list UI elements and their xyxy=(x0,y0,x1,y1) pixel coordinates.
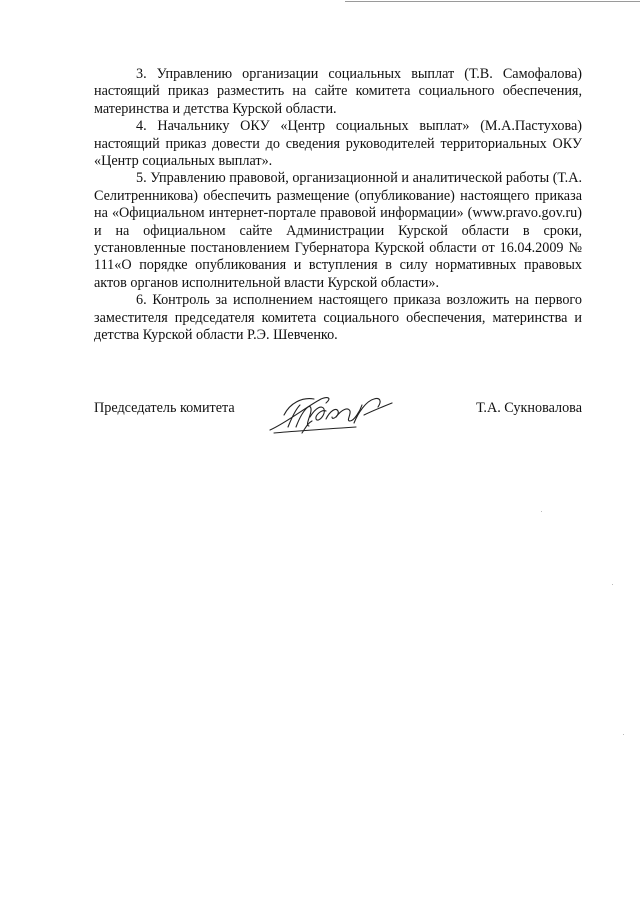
paragraph-3: 3. Управлению организации социальных выплат (Т.В. Самофалова) настоящий приказ разместить на сайте комитета социального обеспечения, материнства и детства Курской области. xyxy=(94,66,582,117)
scan-speck xyxy=(541,511,542,512)
top-edge-line xyxy=(345,1,640,2)
document-body xyxy=(94,66,582,345)
scan-speck xyxy=(612,584,613,585)
signatory-name: Т.А. Сукновалова xyxy=(476,400,582,416)
paragraph-6: 6. Контроль за исполнением настоящего приказа возложить на первого заместителя председателя комитета социального обеспечения, материнства и детства Курской области Р.Э. Шевченко. xyxy=(94,292,582,344)
paragraph-5: 5. Управлению правовой, организационной и аналитической работы (Т.А. Селитренникова) обеспечить размещение (опубликование) настоящего приказа на «Официальном интернет-портале правовой информации» (www.pravo.gov.ru) и на официальном сайте Администрации Курской области в сроки, установленные постановлением Губернатора Курской области от 16.04.2009 № 111«О порядке опубликования и вступления в силу нормативных правовых актов органов исполнительной власти Курской области». xyxy=(94,170,582,291)
handwritten-signature xyxy=(266,393,396,435)
paragraph-4: 4. Начальнику ОКУ «Центр социальных выплат» (М.А.Пастухова) настоящий приказ довести до сведения руководителей территориальных ОКУ «Центр социальных выплат». xyxy=(94,118,582,170)
signature-block xyxy=(94,393,582,443)
scan-speck xyxy=(623,734,624,735)
signatory-title: Председатель комитета xyxy=(94,400,235,416)
